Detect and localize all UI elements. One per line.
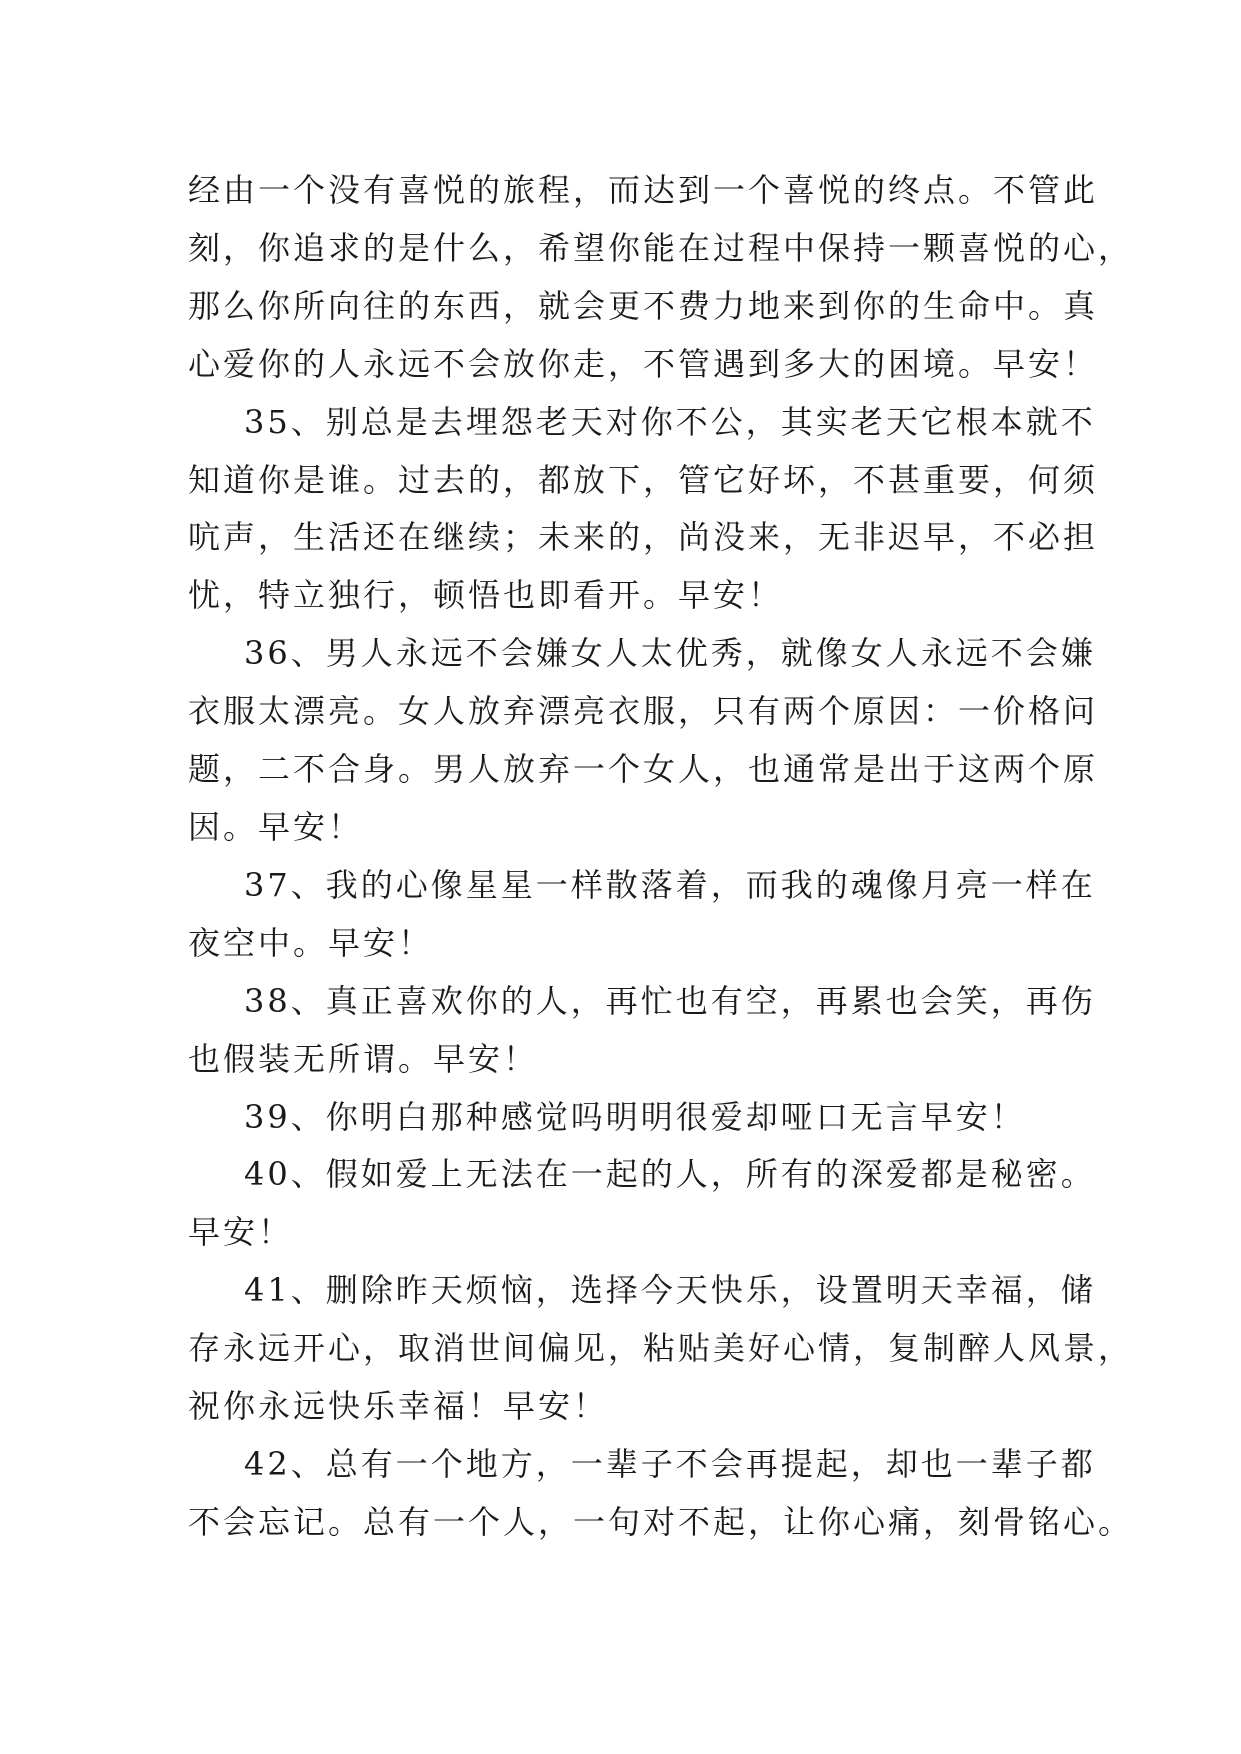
text-line: 37、我的心像星星一样散落着，而我的魂像月亮一样在: [244, 865, 1096, 904]
text-line: 经由一个没有喜悦的旅程，而达到一个喜悦的终点。不管此: [188, 171, 1099, 209]
text-line: 衣服太漂亮。女人放弃漂亮衣服，只有两个原因：一价格问: [188, 692, 1099, 731]
text-line: 因。早安！: [188, 807, 364, 846]
document-body: [188, 162, 1134, 1552]
paragraph: [188, 625, 1099, 857]
text-line: 早安！: [188, 1213, 294, 1252]
paragraph: [188, 1436, 1134, 1552]
text-line: 夜空中。早安！: [188, 923, 434, 962]
text-line: 题，二不合身。男人放弃一个女人，也通常是出于这两个原: [188, 750, 1099, 789]
text-line: 35、别总是去埋怨老天对你不公，其实老天它根本就不: [244, 402, 1096, 441]
text-line: 36、男人永远不会嫌女人太优秀，就像女人永远不会嫌: [244, 634, 1096, 673]
text-line: 那么你所向往的东西，就会更不费力地来到你的生命中。真: [188, 286, 1099, 325]
paragraph: [188, 857, 1096, 973]
paragraph: [188, 1089, 1064, 1147]
text-line: 心爱你的人永远不会放你走，不管遇到多大的困境。早安！: [188, 344, 1099, 383]
text-line: 吭声，生活还在继续；未来的，尚没来，无非迟早，不必担: [188, 518, 1099, 557]
text-line: 忧，特立独行，顿悟也即看开。早安！: [188, 576, 784, 615]
text-line: 40、假如爱上无法在一起的人，所有的深爱都是秘密。: [244, 1155, 1096, 1194]
text-line: 刻，你追求的是什么，希望你能在过程中保持一颗喜悦的心，: [188, 228, 1134, 267]
text-line: 41、删除昨天烦恼，选择今天快乐，设置明天幸福，储: [244, 1271, 1096, 1310]
paragraph: [188, 1146, 1096, 1262]
text-line: 不会忘记。总有一个人，一句对不起，让你心痛，刻骨铭心。: [188, 1502, 1134, 1541]
text-line: 42、总有一个地方，一辈子不会再提起，却也一辈子都: [244, 1444, 1096, 1483]
paragraph: [188, 394, 1099, 626]
text-line: 39、你明白那种感觉吗明明很爱却哑口无言早安！: [244, 1097, 1026, 1136]
paragraph: [188, 162, 1134, 394]
paragraph: [188, 1262, 1134, 1436]
text-line: 祝你永远快乐幸福！早安！: [188, 1387, 609, 1426]
text-line: 38、真正喜欢你的人，再忙也有空，再累也会笑，再伤: [244, 981, 1096, 1020]
text-line: 也假装无所谓。早安！: [188, 1039, 539, 1078]
text-line: 知道你是谁。过去的，都放下，管它好坏，不甚重要，何须: [188, 460, 1099, 499]
text-line: 存永远开心，取消世间偏见，粘贴美好心情，复制醉人风景，: [188, 1329, 1134, 1368]
paragraph: [188, 973, 1096, 1089]
